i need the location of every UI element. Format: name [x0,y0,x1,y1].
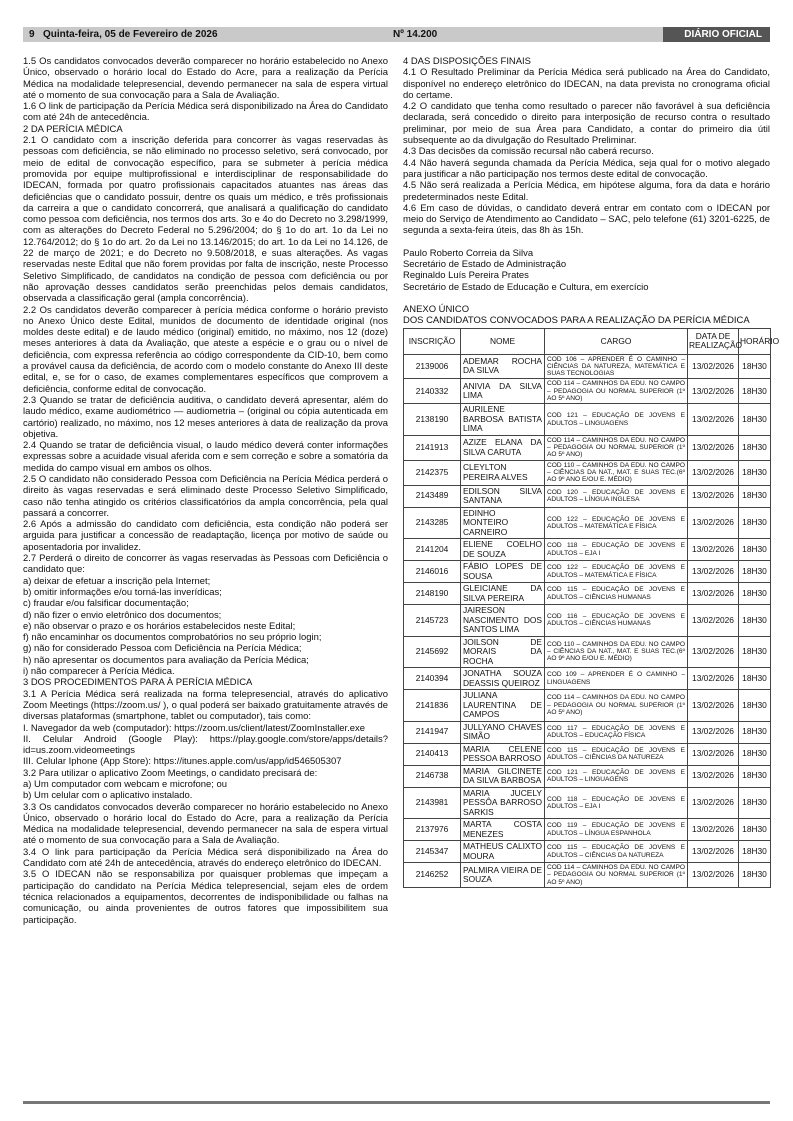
paragraph: 4.1 O Resultado Preliminar da Perícia Médica será publicado na Área do Candidato, disponível no endereço eletrônico do IDECAN, na data prevista no cronograma oficial do certame. [403,67,770,101]
cell-nome: JAIRESON NASCIMENTO DOS SANTOS LIMA [461,605,545,637]
cell-data: 13/02/2026 [688,690,739,722]
cell-horario: 18H30 [739,485,771,507]
left-column [23,56,388,926]
edition-number: Nº 14.200 [393,29,438,40]
table-row [404,605,771,637]
cell-data: 13/02/2026 [688,354,739,379]
cell-cargo: COD 114 – CAMINHOS DA EDU. NO CAMPO – PEDAGOGIA OU NORMAL SUPERIOR (1º AO 5º ANO) [545,863,688,888]
cell-inscricao: 2145347 [404,841,461,863]
final-provisions [403,56,770,237]
table-row [404,636,771,668]
signature-line: Secretário de Estado de Administração [403,259,567,271]
paragraph: b) Um celular com o aplicativo instalado. [23,790,193,802]
col-header-inscricao: INSCRIÇÃO [404,328,461,354]
signature-line: Paulo Roberto Correia da Silva [403,247,534,259]
cell-cargo: COD 114 – CAMINHOS DA EDU. NO CAMPO – PEDAGOGIA OU NORMAL SUPERIOR (1º AO 5º ANO) [545,435,688,460]
cell-horario: 18H30 [739,787,771,819]
paragraph: 3.5 O IDECAN não se responsabiliza por quaisquer problemas que impeçam a participação do candidato na Perícia Médica telepresencial, sejam eles de ordem técnica relacionados a equipamentos, decorrentes de indisponibilidade ou falhas na comunicação, ou ainda provenientes de outros fatores que impossibilitem sua participação. [23,869,388,926]
cell-cargo: COD 119 – EDUCAÇÃO DE JOVENS E ADULTOS – LÍNGUA ESPANHOLA [545,819,688,841]
cell-cargo: COD 115 – EDUCAÇÃO DE JOVENS E ADULTOS – CIÊNCIAS DA NATUREZA [545,743,688,765]
paragraph: I. Navegador da web (computador): https://zoom.us/client/latest/ZoomInstaller.exe [23,722,366,734]
cell-data: 13/02/2026 [688,636,739,668]
table-row [404,435,771,460]
table-row [404,539,771,561]
paragraph: 4.6 Em caso de dúvidas, o candidato deverá entrar em contato com o IDECAN por meio do Serviço de Atendimento ao Candidato – SAC, pelo telefone (61) 3201-6225, de segunda a sexta-feira úteis, das 8h às 15h. [403,202,770,237]
cell-horario: 18H30 [739,863,771,888]
col-header-cargo: CARGO [545,328,688,354]
cell-horario: 18H30 [739,354,771,379]
cell-horario: 18H30 [739,404,771,436]
paragraph: g) não for considerado Pessoa com Deficiência na Perícia Médica; [23,643,302,655]
cell-cargo: COD 110 – CAMINHOS DA EDU. NO CAMPO – CIÊNCIAS DA NAT., MAT. E SUAS TEC.(6º AO 9º ANO E/OU E. MÉDIO) [545,636,688,668]
cell-cargo: COD 117 – EDUCAÇÃO DE JOVENS E ADULTOS – EDUCAÇÃO FÍSICA [545,721,688,743]
cell-nome: GLEICIANE DA SILVA PEREIRA [461,583,545,605]
cell-inscricao: 2145692 [404,636,461,668]
cell-nome: AURILENE BARBOSA BATISTA LIMA [461,404,545,436]
paragraph: 1.5 Os candidatos convocados deverão comparecer no horário estabelecido no Anexo Único, observado o horário local do Estado do Acre, para a realização da Perícia Médica na modalidade telepresencial, devendo permanecer na sala de espera virtual até o momento de sua convocação para a Sala de Avaliação. [23,56,388,101]
cell-data: 13/02/2026 [688,583,739,605]
cell-nome: MARIA GILCINETE DA SILVA BARBOSA [461,765,545,787]
cell-inscricao: 2145723 [404,605,461,637]
paragraph: e) não observar o prazo e os horários estabelecidos neste Edital; [23,620,296,632]
cell-data: 13/02/2026 [688,787,739,819]
annex-title: ANEXO ÚNICO [403,303,470,315]
paragraph: 3.2 Para utilizar o aplicativo Zoom Meetings, o candidato precisará de: [23,767,318,779]
col-header-horario: HORÁRIO [739,328,771,354]
table-row [404,583,771,605]
cell-nome: FÁBIO LOPES DE SOUSA [461,561,545,583]
table-row [404,743,771,765]
cell-inscricao: 2141836 [404,690,461,722]
table-row [404,819,771,841]
table-row [404,668,771,690]
cell-horario: 18H30 [739,583,771,605]
cell-nome: JOILSON DE MORAIS DA ROCHA [461,636,545,668]
paragraph: 4.5 Não será realizada a Perícia Médica, em hipótese alguma, fora da data e horário predeterminados neste Edital. [403,180,770,203]
cell-inscricao: 2146016 [404,561,461,583]
cell-horario: 18H30 [739,690,771,722]
cell-nome: JONATHA SOUZA DEASSIS QUEIROZ [461,668,545,690]
cell-cargo: COD 120 – EDUCAÇÃO DE JOVENS E ADULTOS – LÍNGUA INGLESA [545,485,688,507]
paragraph: 2.7 Perderá o direito de concorrer às vagas reservadas às Pessoas com Deficiência o candidato que: [23,553,388,576]
cell-nome: MATHEUS CALIXTO MOURA [461,841,545,863]
paragraph: 3.3 Os candidatos convocados deverão comparecer no horário estabelecido no Anexo Único, observado o horário local do Estado do Acre, para a realização da Perícia Médica na modalidade telepresencial, devendo permanecer na sala de espera virtual até o momento de sua convocação para a Sala de Avaliação. [23,801,388,847]
cell-nome: MARIA CELENE PESSOA BARROSO [461,743,545,765]
cell-cargo: COD 118 – EDUCAÇÃO DE JOVENS E ADULTOS – EJA I [545,539,688,561]
cell-horario: 18H30 [739,819,771,841]
cell-inscricao: 2146252 [404,863,461,888]
cell-inscricao: 2142375 [404,460,461,485]
cell-cargo: COD 109 – APRENDER É O CAMINHO – LINGUAGENS [545,668,688,690]
cell-cargo: COD 118 – EDUCAÇÃO DE JOVENS E ADULTOS – EJA I [545,787,688,819]
paragraph: b) omitir informações e/ou torná-las inverídicas; [23,586,222,598]
cell-data: 13/02/2026 [688,668,739,690]
paragraph: 4 DAS DISPOSIÇÕES FINAIS [403,56,531,67]
header-date: Quinta-feira, 05 de Fevereiro de 2026 [43,29,218,40]
paragraph: 2.1 O candidato com a inscrição deferida para concorrer às vagas reservadas às pessoas com deficiência, se não eliminado no processo seletivo, será convocado, por meio de edital de convocação específico, para se submeter à perícia médica promovida por equipe multiprofissional e interdisciplinar de responsabilidade do IDECAN, formada por quatro profissionais capacitados atuantes nas áreas das deficiências que o candidato possuir, dentre os quais um médico, e três profissionais da carreira a que o candidato concorrerá, que analisará a qualificação do candidato como pessoa com deficiência, nos termos dos arts. 3o e 4o do Decreto no 3.298/1999, com as alterações do Decreto Federal no 5.296/2004; do § 1o do art. 1o da Lei no 12.764/2012; do § 1o do art. 2o da Lei no 13.146/2015; do art. 1o da Lei no 14.126, de 22 de março de 2021; e do Decreto no 9.508/2018, e suas alterações. As vagas reservadas neste Edital que não forem providas por falta de inscrição, neste Processo Seletivo Simplificado, de candidatos na condição de pessoa com deficiência ou por não aprovação desses candidatos serão preenchidas pelos demais candidatos, observada a classificação geral (ampla concorrência). [23,135,388,305]
paragraph: III. Celular Iphone (App Store): https://itunes.apple.com/us/app/id546505307 [23,756,342,768]
cell-cargo: COD 121 – EDUCAÇÃO DE JOVENS E ADULTOS – LINGUAGENS [545,404,688,436]
cell-cargo: COD 114 – CAMINHOS DA EDU. NO CAMPO – PEDAGOGIA OU NORMAL SUPERIOR (1º AO 5º ANO) [545,379,688,404]
cell-nome: ADEMAR ROCHA DA SILVA [461,354,545,379]
table-row [404,460,771,485]
annex-subtitle: DOS CANDIDATOS CONVOCADOS PARA A REALIZAÇÃO DA PERÍCIA MÉDICA [403,315,750,327]
cell-inscricao: 2139006 [404,354,461,379]
cell-inscricao: 2140394 [404,668,461,690]
cell-inscricao: 2140332 [404,379,461,404]
table-row [404,863,771,888]
paragraph: h) não apresentar os documentos para avaliação da Perícia Médica; [23,654,309,666]
cell-inscricao: 2141913 [404,435,461,460]
table-row [404,765,771,787]
paragraph: f) não encaminhar os documentos comprobatórios no seu próprio login; [23,632,322,644]
cell-inscricao: 2137976 [404,819,461,841]
cell-nome: EDILSON SILVA SANTANA [461,485,545,507]
cell-horario: 18H30 [739,668,771,690]
cell-nome: JULIANA LAURENTINA DE CAMPOS [461,690,545,722]
cell-inscricao: 2143285 [404,507,461,539]
cell-nome: MARIA JUCELY PESSÔA BARROSO SARKIS [461,787,545,819]
cell-data: 13/02/2026 [688,507,739,539]
paragraph: II. Celular Android (Google Play): https://play.google.com/store/apps/details?id=us.zoom.videomeetings [23,733,388,757]
cell-data: 13/02/2026 [688,721,739,743]
paragraph: 2.6 Após a admissão do candidato com deficiência, esta condição não poderá ser arguida para justificar a concessão de readaptação, licença por motivo de saúde ou aposentadoria por invalidez. [23,519,388,553]
paragraph: 2 DA PERÍCIA MÉDICA [23,123,123,135]
paragraph: a) deixar de efetuar a inscrição pela Internet; [23,575,211,587]
paragraph: 4.2 O candidato que tenha como resultado o parecer não favorável à sua deficiência declarada, será concedido o direito para interposição de recurso contra o resultado preliminar, por meio de sua Área para Candidato, a contar do primeiro dia útil subsequente ao da divulgação do Resultado Preliminar. [403,101,770,147]
cell-horario: 18H30 [739,379,771,404]
cell-data: 13/02/2026 [688,561,739,583]
cell-horario: 18H30 [739,721,771,743]
cell-cargo: COD 121 – EDUCAÇÃO DE JOVENS E ADULTOS – LINGUAGENS [545,765,688,787]
cell-data: 13/02/2026 [688,841,739,863]
cell-data: 13/02/2026 [688,863,739,888]
cell-nome: CLEYLTON PEREIRA ALVES [461,460,545,485]
cell-nome: EDINHO MONTEIRO CARNEIRO [461,507,545,539]
cell-data: 13/02/2026 [688,379,739,404]
cell-horario: 18H30 [739,605,771,637]
cell-data: 13/02/2026 [688,539,739,561]
cell-inscricao: 2148190 [404,583,461,605]
cell-horario: 18H30 [739,507,771,539]
cell-data: 13/02/2026 [688,743,739,765]
paragraph: a) Um computador com webcam e microfone; ou [23,779,228,790]
signature-line: Secretário de Estado de Educação e Cultura, em exercício [403,281,649,293]
footer-rule [23,1101,770,1104]
cell-horario: 18H30 [739,435,771,460]
cell-horario: 18H30 [739,841,771,863]
cell-data: 13/02/2026 [688,460,739,485]
cell-cargo: COD 122 – EDUCAÇÃO DE JOVENS E ADULTOS – MATEMÁTICA E FÍSICA [545,507,688,539]
cell-horario: 18H30 [739,765,771,787]
table-row [404,507,771,539]
table-row [404,379,771,404]
cell-data: 13/02/2026 [688,404,739,436]
cell-nome: JULLYANO CHAVES SIMÃO [461,721,545,743]
candidates-table [403,328,780,888]
cell-inscricao: 2143981 [404,787,461,819]
cell-horario: 18H30 [739,561,771,583]
annex-section [403,303,780,888]
cell-horario: 18H30 [739,636,771,668]
paragraph: i) não comparecer à Perícia Médica. [23,666,175,678]
signature-block [403,248,770,293]
cell-cargo: COD 122 – EDUCAÇÃO DE JOVENS E ADULTOS – MATEMÁTICA E FÍSICA [545,561,688,583]
cell-cargo: COD 115 – EDUCAÇÃO DE JOVENS E ADULTOS – CIÊNCIAS HUMANAS [545,583,688,605]
table-row [404,690,771,722]
paragraph: 2.5 O candidato não considerado Pessoa com Deficiência na Perícia Médica perderá o direito às vagas reservadas e será eliminado deste Processo Seletivo Simplificado, caso não tenha atingido os critérios classificatórios da ampla concorrência, pela qual passará a concorrer. [23,473,388,519]
cell-horario: 18H30 [739,460,771,485]
cell-cargo: COD 115 – EDUCAÇÃO DE JOVENS E ADULTOS – CIÊNCIAS DA NATUREZA [545,841,688,863]
paragraph: 4.3 Das decisões da comissão recursal não caberá recurso. [403,146,654,158]
page-header [23,27,770,42]
table-row [404,841,771,863]
cell-data: 13/02/2026 [688,819,739,841]
table-header-row [404,328,771,354]
journal-title: DIÁRIO OFICIAL [663,27,770,42]
signature-line: Reginaldo Luís Pereira Prates [403,270,529,282]
col-header-data: DATA DE REALIZAÇÃO [688,328,739,354]
col-header-nome: NOME [461,328,545,354]
table-row [404,787,771,819]
paragraph: 2.3 Quando se tratar de deficiência auditiva, o candidato deverá apresentar, além do laudo médico, exame audiométrico — audiometria – (original ou cópia autenticada em cartório) realizado, no máximo, nos 12 meses anteriores à data de realização da prova objetiva. [23,394,388,440]
table-row [404,485,771,507]
cell-cargo: COD 110 – CAMINHOS DA EDU. NO CAMPO – CIÊNCIAS DA NAT., MAT. E SUAS TEC.(6º AO 9º ANO E/OU E. MÉDIO) [545,460,688,485]
table-row [404,404,771,436]
cell-nome: MARTA COSTA MENEZES [461,819,545,841]
page-number: 9 [29,29,35,40]
cell-horario: 18H30 [739,539,771,561]
cell-cargo: COD 106 – APRENDER É O CAMINHO – CIÊNCIAS DA NATUREZA, MATEMÁTICA E SUAS TECNOLOGIAS [545,354,688,379]
paragraph: 2.4 Quando se tratar de deficiência visual, o laudo médico deverá conter informações expressas sobre a acuidade visual aferida com e sem correção e sobre a somatória da medida do campo visual em ambos os olhos. [23,440,388,474]
table-row [404,721,771,743]
paragraph: c) fraudar e/ou falsificar documentação; [23,598,189,610]
cell-inscricao: 2140413 [404,743,461,765]
cell-nome: PALMIRA VIEIRA DE SOUZA [461,863,545,888]
cell-inscricao: 2143489 [404,485,461,507]
paragraph: 2.2 Os candidatos deverão comparecer à perícia médica conforme o horário previsto no Anexo Único deste Edital, munidos de documento de identidade original (nos moldes deste edital) e de laudo médico (original) emitido, no máximo, nos 12 (doze) meses anteriores à data da Avaliação, que ateste a espécie e o grau ou o nível de deficiência, com expressa referência ao código correspondente da CID-10, bem como a provável causa da deficiência, de acordo com o modelo constante do Anexo III deste edital, e, se for o caso, de exames complementares específicos que comprovem a deficiência, conforme edital de convocação. [23,304,388,395]
cell-data: 13/02/2026 [688,485,739,507]
paragraph: 1.6 O link de participação da Perícia Médica será disponibilizado na Área do Candidato com até 24h de antecedência. [23,101,388,124]
cell-inscricao: 2146738 [404,765,461,787]
paragraph: 3 DOS PROCEDIMENTOS PARA À PERÍCIA MÉDICA [23,677,253,689]
paragraph: 3.1 A Perícia Médica será realizada na forma telepresencial, através do aplicativo Zoom Meetings (https://zoom.us/ ), o qual poderá ser baixado gratuitamente através de diversas plataformas (smartphone, tablet ou computador), tais como: [23,688,388,723]
paragraph: 4.4 Não haverá segunda chamada da Perícia Médica, seja qual for o motivo alegado para justificar a não participação nos termos deste edital de convocação. [403,157,770,180]
cell-nome: ANIVIA DA SILVA LIMA [461,379,545,404]
cell-horario: 18H30 [739,743,771,765]
table-row [404,354,771,379]
cell-data: 13/02/2026 [688,435,739,460]
cell-inscricao: 2141947 [404,721,461,743]
cell-inscricao: 2138190 [404,404,461,436]
paragraph: d) não fizer o envio eletrônico dos documentos; [23,609,222,621]
paragraph: 3.4 O link para participação da Perícia Médica será disponibilizado na Área do Candidato com até 24h de antecedência, através do endereço eletrônico do IDECAN. [23,846,388,870]
cell-cargo: COD 116 – EDUCAÇÃO DE JOVENS E ADULTOS – CIÊNCIAS HUMANAS [545,605,688,637]
cell-cargo: COD 114 – CAMINHOS DA EDU. NO CAMPO – PEDAGOGIA OU NORMAL SUPERIOR (1º AO 5º ANO) [545,690,688,722]
cell-nome: AZIZE ELANA DA SILVA CARUTA [461,435,545,460]
right-column [403,56,780,888]
cell-data: 13/02/2026 [688,765,739,787]
cell-data: 13/02/2026 [688,605,739,637]
table-row [404,561,771,583]
cell-nome: ELIENE COELHO DE SOUZA [461,539,545,561]
cell-inscricao: 2141204 [404,539,461,561]
